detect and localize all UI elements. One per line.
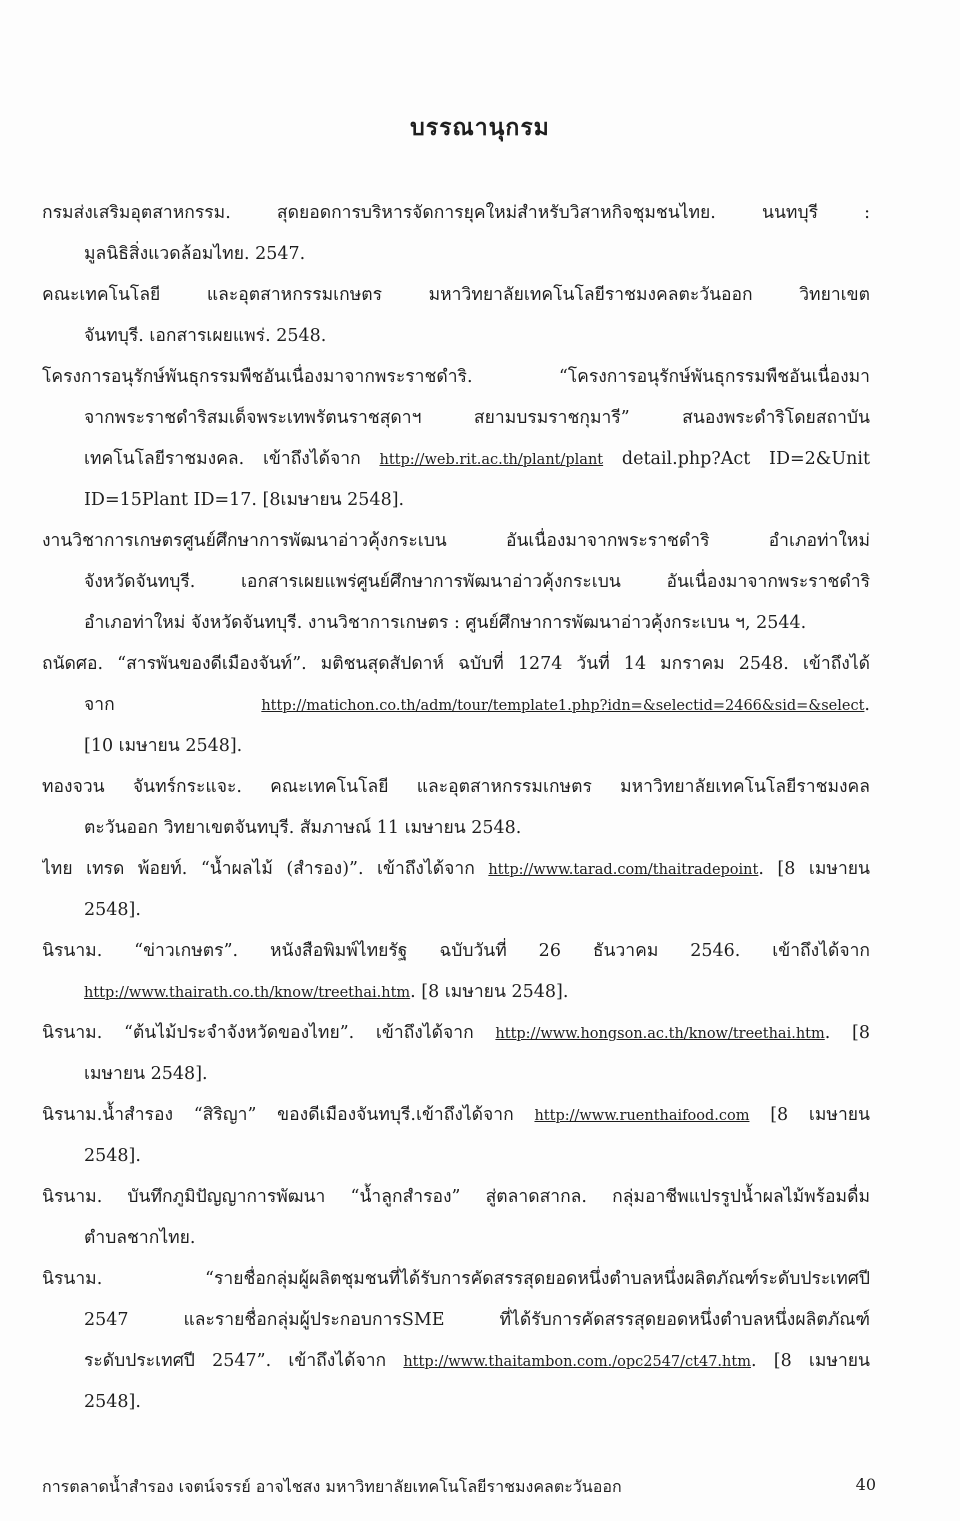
- reference-entry: [42, 644, 882, 767]
- reference-line: นิรนาม. “ต้นไม้ประจำจังหวัดของไทย”. เข้าถึงได้จาก http://www.hongson.ac.th/know/treethai.htm. [8: [42, 1023, 870, 1043]
- reference-entry: [42, 193, 882, 275]
- reference-entry: [42, 849, 882, 931]
- reference-line: จาก http://matichon.co.th/adm/tour/template1.php?idn=&selectid=2466&sid=&select.: [84, 695, 870, 715]
- reference-entry: [42, 1177, 882, 1259]
- reference-line: [10 เมษายน 2548].: [84, 736, 243, 756]
- reference-line: 2548].: [84, 1392, 141, 1412]
- reference-entry: [42, 275, 882, 357]
- bibliography-list: [42, 193, 882, 1423]
- reference-line: จากพระราชดำริสมเด็จพระเทพรัตนราชสุดาฯ สยามบรมราชกุมารี” สนองพระดำริโดยสถาบัน: [84, 408, 870, 428]
- reference-url-link[interactable]: http://web.rit.ac.th/plant/plant: [379, 452, 604, 468]
- reference-line: 2547 และรายชื่อกลุ่มผู้ประกอบการSME ที่ได้รับการคัดสรรสุดยอดหนึ่งตำบลหนึ่งผลิตภัณฑ์: [84, 1310, 870, 1330]
- reference-line: มูลนิธิสิ่งแวดล้อมไทย. 2547.: [84, 244, 306, 264]
- reference-line: ระดับประเทศปี 2547”. เข้าถึงได้จาก http://www.thaitambon.com./opc2547/ct47.htm. [8 เมษายน: [84, 1351, 870, 1371]
- reference-entry: [42, 1013, 882, 1095]
- page-number: 40: [855, 1475, 876, 1494]
- reference-line: ทองจวน จันทร์กระแจะ. คณะเทคโนโลยี และอุตสาหกรรมเกษตร มหาวิทยาลัยเทคโนโลยีราชมงคล: [42, 777, 870, 797]
- reference-line: จันทบุรี. เอกสารเผยแพร่. 2548.: [84, 326, 327, 346]
- reference-line: ตะวันออก วิทยาเขตจันทบุรี. สัมภาษณ์ 11 เมษายน 2548.: [84, 818, 522, 838]
- reference-line: กรมส่งเสริมอุตสาหกรรม. สุดยอดการบริหารจัดการยุคใหม่สำหรับวิสาหกิจชุมชนไทย. นนทบุรี :: [42, 203, 870, 223]
- reference-entry: [42, 767, 882, 849]
- reference-line: ID=15Plant ID=17. [8เมษายน 2548].: [84, 490, 405, 510]
- reference-entry: [42, 1259, 882, 1423]
- reference-line: ตำบลชากไทย.: [84, 1228, 196, 1248]
- reference-line: คณะเทคโนโลยี และอุตสาหกรรมเกษตร มหาวิทยาลัยเทคโนโลยีราชมงคลตะวันออก วิทยาเขต: [42, 285, 870, 305]
- page-title: บรรณานุกรม: [410, 114, 550, 141]
- reference-line: จังหวัดจันทบุรี. เอกสารเผยแพร่ศูนย์ศึกษาการพัฒนาอ่าวคุ้งกระเบน อันเนื่องมาจากพระราชดำริ: [84, 572, 870, 592]
- reference-line: http://www.thairath.co.th/know/treethai.htm. [8 เมษายน 2548].: [84, 982, 569, 1002]
- reference-entry: [42, 1095, 882, 1177]
- reference-entry: [42, 521, 882, 644]
- reference-entry: [42, 357, 882, 521]
- reference-url-link[interactable]: http://www.ruenthaifood.com: [534, 1108, 750, 1124]
- reference-url-link[interactable]: http://www.tarad.com/thaitradepoint: [488, 862, 759, 878]
- page-footer: [42, 1475, 876, 1500]
- reference-line: นิรนาม.น้ำสำรอง “สิริญา” ของดีเมืองจันทบุรี.เข้าถึงได้จาก http://www.ruenthaifood.com [8 เมษายน: [42, 1105, 870, 1125]
- reference-line: เมษายน 2548].: [84, 1064, 208, 1084]
- reference-url-link[interactable]: http://www.thairath.co.th/know/treethai.htm: [84, 985, 411, 1001]
- reference-url-link[interactable]: http://www.hongson.ac.th/know/treethai.htm: [495, 1026, 825, 1042]
- reference-url-link[interactable]: http://matichon.co.th/adm/tour/template1.php?idn=&selectid=2466&sid=&select: [261, 698, 865, 714]
- reference-line: ถนัดศอ. “สารพันของดีเมืองจันท์”. มติชนสุดสัปดาห์ ฉบับที่ 1274 วันที่ 14 มกราคม 2548. เข้าถึงได้: [42, 654, 870, 674]
- reference-line: งานวิชาการเกษตรศูนย์ศึกษาการพัฒนาอ่าวคุ้งกระเบน อันเนื่องมาจากพระราชดำริ อำเภอท่าใหม่: [42, 531, 870, 551]
- reference-line: นิรนาม. บันทึกภูมิปัญญาการพัฒนา “น้ำลูกสำรอง” สู่ตลาดสากล. กลุ่มอาชีพแปรรูปน้ำผลไม้พร้อมดื่ม: [42, 1187, 870, 1207]
- reference-line: เทคโนโลยีราชมงคล. เข้าถึงได้จาก http://web.rit.ac.th/plant/plant detail.php?Act ID=2&Unit: [84, 449, 870, 469]
- reference-line: 2548].: [84, 1146, 141, 1166]
- footer-text: การตลาดน้ำสำรอง เจตน์จรรย์ อาจไชสง มหาวิทยาลัยเทคโนโลยีราชมงคลตะวันออก: [42, 1477, 622, 1496]
- reference-line: นิรนาม. “ข่าวเกษตร”. หนังสือพิมพ์ไทยรัฐ ฉบับวันที่ 26 ธันวาคม 2546. เข้าถึงได้จาก: [42, 941, 870, 961]
- reference-line: อำเภอท่าใหม่ จังหวัดจันทบุรี. งานวิชาการเกษตร : ศูนย์ศึกษาการพัฒนาอ่าวคุ้งกระเบน ฯ, 2544.: [84, 613, 807, 633]
- reference-line: นิรนาม. “รายชื่อกลุ่มผู้ผลิตชุมชนที่ได้รับการคัดสรรสุดยอดหนึ่งตำบลหนึ่งผลิตภัณฑ์ระดับประเทศปี: [42, 1269, 870, 1289]
- reference-line: โครงการอนุรักษ์พันธุกรรมพืชอันเนื่องมาจากพระราชดำริ. “โครงการอนุรักษ์พันธุกรรมพืชอันเนื่องมา: [42, 367, 870, 387]
- reference-entry: [42, 931, 882, 1013]
- reference-line: ไทย เทรด พ้อยท์. “น้ำผลไม้ (สำรอง)”. เข้าถึงได้จาก http://www.tarad.com/thaitradepoint. [8 เมษายน: [42, 859, 870, 879]
- reference-line: 2548].: [84, 900, 141, 920]
- reference-url-link[interactable]: http://www.thaitambon.com./opc2547/ct47.htm: [403, 1354, 751, 1370]
